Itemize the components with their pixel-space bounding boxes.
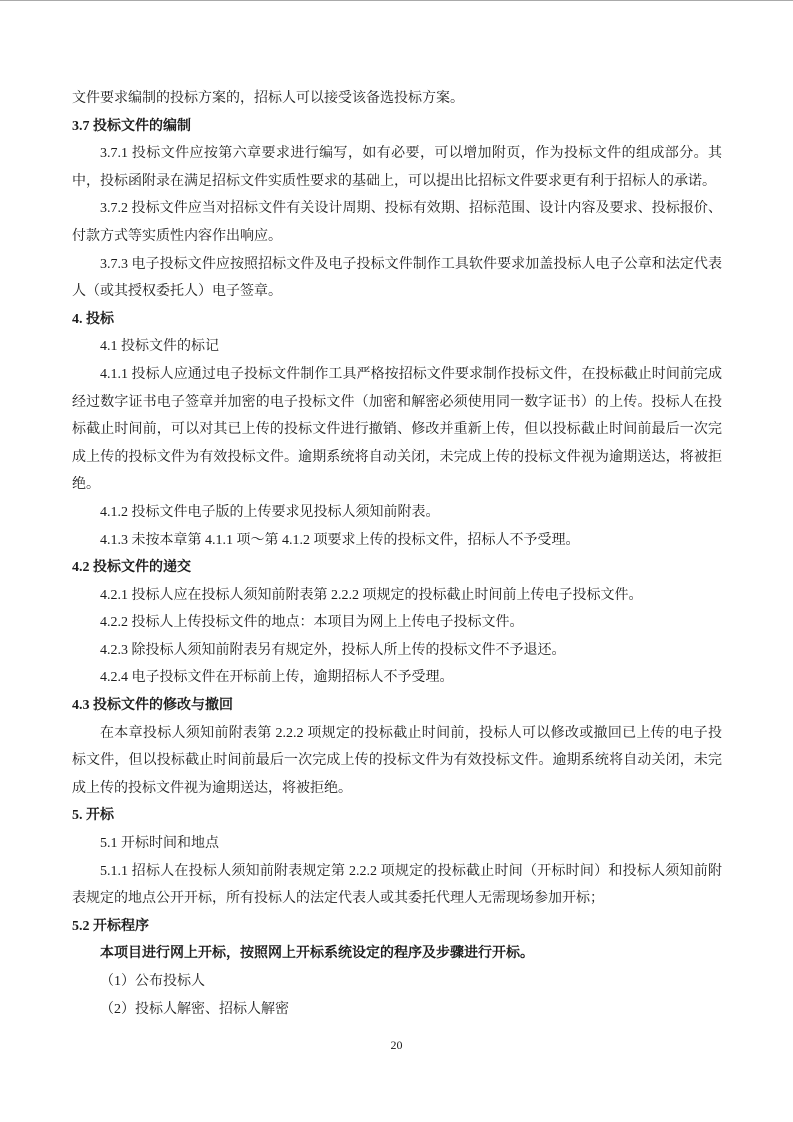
paragraph-4-1-1: 4.1.1 投标人应通过电子投标文件制作工具严格按招标文件要求制作投标文件，在投标截止时间前完成经过数字证书电子签章并加密的电子投标文件（加密和解密必须使用同一数字证书）的上传。投标人在投标截止时间前，可以对其已上传的投标文件进行撤销、修改并重新上传，但以投标截止时间前最后一次完成上传的投标文件为有效投标文件。逾期系统将自动关闭，未完成上传的投标文件视为逾期送达，将被拒绝。 — [72, 366, 722, 493]
paragraph-4-2-3: 4.2.3 除投标人须知前附表另有规定外，投标人所上传的投标文件不予退还。 — [100, 642, 566, 658]
page-number: 20 — [390, 1038, 403, 1052]
heading-3-7: 3.7 投标文件的编制 — [72, 118, 191, 134]
paragraph-4-3-body: 在本章投标人须知前附表第 2.2.2 项规定的投标截止时间前，投标人可以修改或撤回已上传的电子投标文件，但以投标截止时间前最后一次完成上传的投标文件为有效投标文件。逾期系统将自动关闭，未完成上传的投标文件视为逾期送达，将被拒绝。 — [72, 725, 722, 796]
paragraph-4-1-2: 4.1.2 投标文件电子版的上传要求见投标人须知前附表。 — [100, 504, 440, 520]
paragraph-4-2-1: 4.2.1 投标人应在投标人须知前附表第 2.2.2 项规定的投标截止时间前上传电子投标文件。 — [100, 587, 643, 603]
paragraph-5-1: 5.1 开标时间和地点 — [100, 836, 219, 852]
document-body — [72, 85, 722, 1023]
paragraph-5-2-intro: 本项目进行网上开标，按照网上开标系统设定的程序及步骤进行开标。 — [100, 946, 534, 962]
paragraph-4-2-2: 4.2.2 投标人上传投标文件的地点：本项目为网上上传电子投标文件。 — [100, 615, 524, 631]
heading-5-2: 5.2 开标程序 — [72, 918, 149, 934]
paragraph-3-7-2: 3.7.2 投标文件应当对招标文件有关设计周期、投标有效期、招标范围、设计内容及要求、投标报价、付款方式等实质性内容作出响应。 — [72, 201, 722, 244]
paragraph-4-1: 4.1 投标文件的标记 — [100, 339, 219, 355]
paragraph-3-7-1: 3.7.1 投标文件应按第六章要求进行编写，如有必要，可以增加附页，作为投标文件的组成部分。其中，投标函附录在满足招标文件实质性要求的基础上，可以提出比招标文件要求更有利于招标人的承诺。 — [72, 146, 722, 189]
heading-4: 4. 投标 — [72, 311, 114, 327]
heading-5: 5. 开标 — [72, 808, 114, 824]
list-item-2: （2）投标人解密、招标人解密 — [100, 1001, 289, 1017]
paragraph-4-2-4: 4.2.4 电子投标文件在开标前上传，逾期招标人不予受理。 — [100, 670, 454, 686]
heading-4-3: 4.3 投标文件的修改与撤回 — [72, 698, 233, 714]
list-item-1: （1）公布投标人 — [100, 974, 205, 989]
paragraph-5-1-1: 5.1.1 招标人在投标人须知前附表规定第 2.2.2 项规定的投标截止时间（开标时间）和投标人须知前附表规定的地点公开开标，所有投标人的法定代表人或其委托代理人无需现场参加开标； — [72, 863, 722, 907]
paragraph-3-7-3: 3.7.3 电子投标文件应按照招标文件及电子投标文件制作工具软件要求加盖投标人电子公章和法定代表人（或其授权委托人）电子签章。 — [72, 256, 722, 300]
paragraph-4-1-3: 4.1.3 未按本章第 4.1.1 项～第 4.1.2 项要求上传的投标文件，招标人不予受理。 — [100, 532, 580, 548]
paragraph-continued: 文件要求编制的投标方案的，招标人可以接受该备选投标方案。 — [72, 91, 464, 106]
heading-4-2: 4.2 投标文件的递交 — [72, 560, 191, 576]
